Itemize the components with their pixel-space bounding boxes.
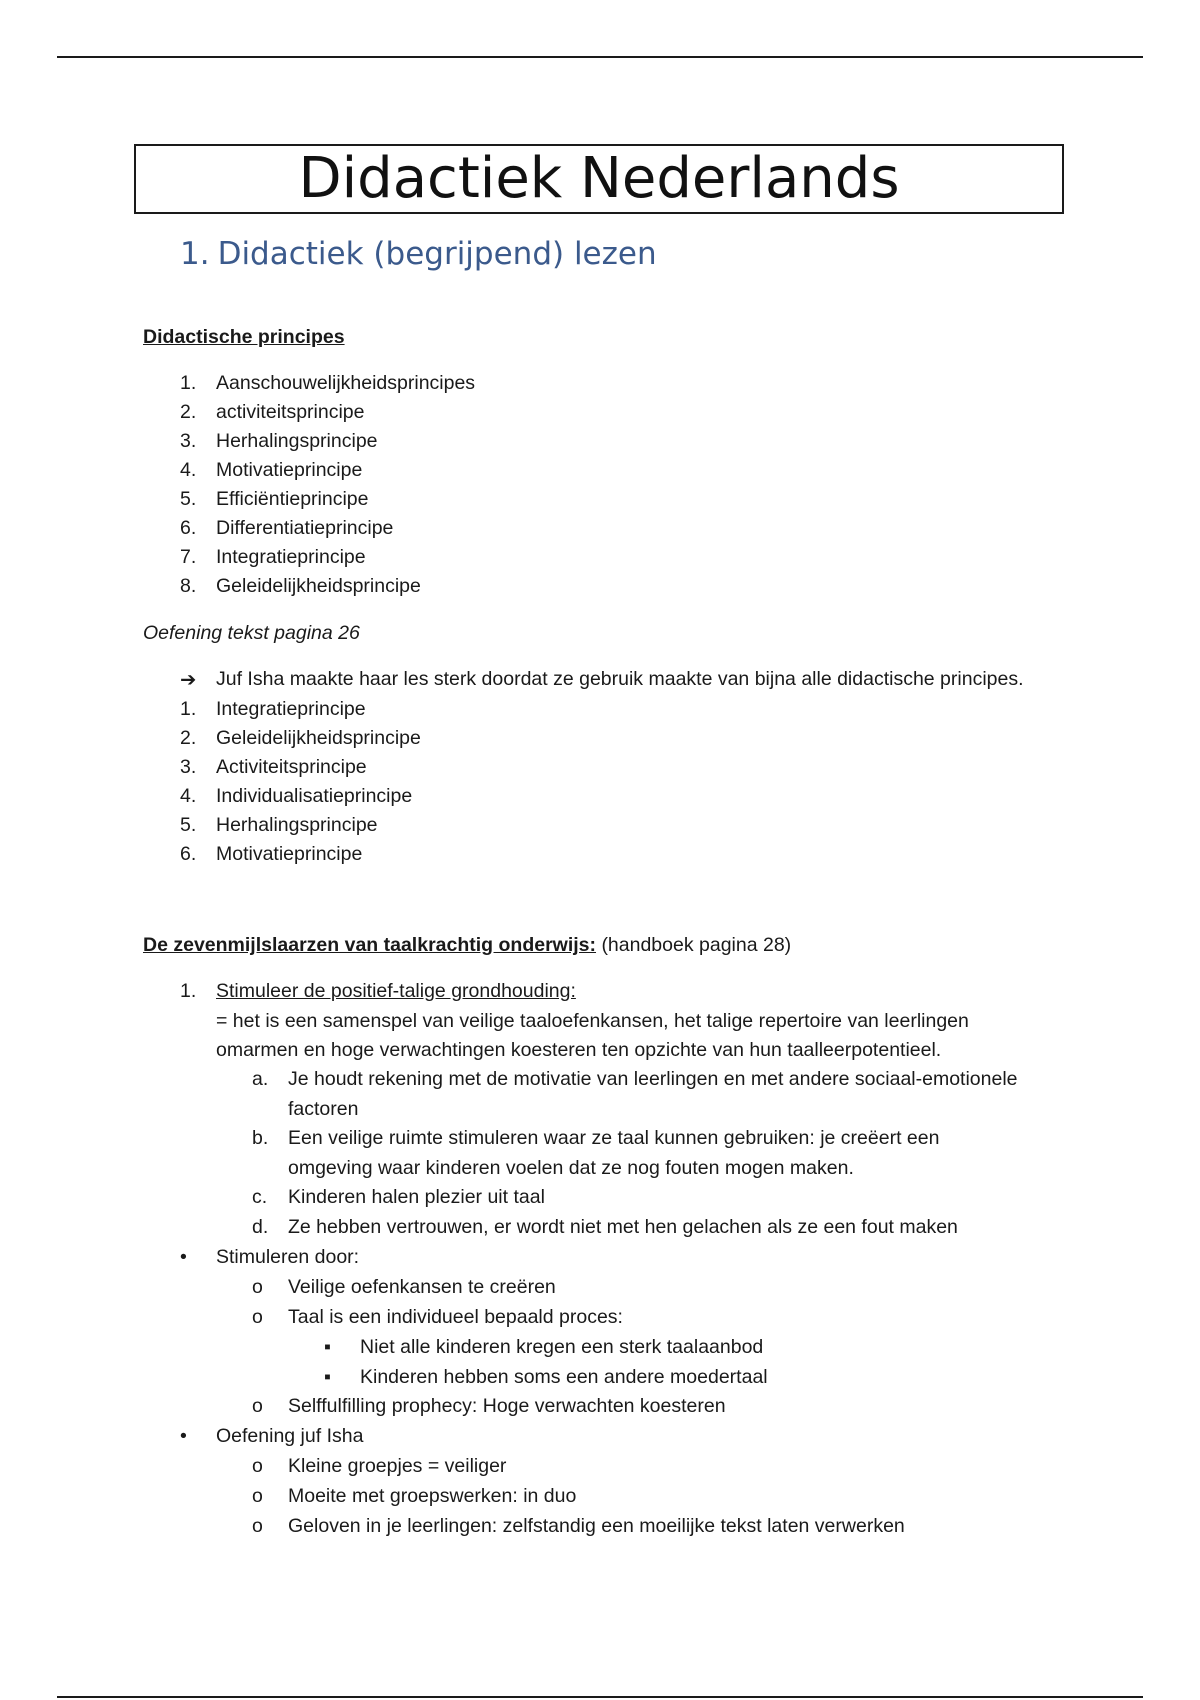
list-number: 8. [180,575,197,597]
list-item-text: Efficiëntieprincipe [216,488,369,510]
sub-d: Ze hebben vertrouwen, er wordt niet met hen gelachen als ze een fout maken [288,1216,958,1238]
list-number: 6. [180,843,197,865]
square-bullet-icon: ▪ [324,1366,331,1388]
bullet2-text: Oefening juf Isha [216,1425,364,1447]
circle-bullet-icon: o [252,1515,263,1537]
list-number: 2. [180,401,197,423]
arrow-icon: ➔ [180,669,197,691]
point1-desc-line1: = het is een samenspel van veilige taaloefenkansen, het talige repertoire van leerlingen [216,1010,969,1032]
letter-marker: a. [252,1068,269,1090]
list-item-text: Individualisatieprincipe [216,785,413,807]
zevenmijl-heading: De zevenmijlslaarzen van taalkrachtig onderwijs: [143,934,597,956]
exercise-label: Oefening tekst pagina 26 [143,622,360,644]
point1-desc-line2: omarmen en hoge verwachtingen koesteren ten opzichte van hun taalleerpotentieel. [216,1039,942,1061]
arrow-text: Juf Isha maakte haar les sterk doordat ze gebruik maakte van bijna alle didactische principes. [216,668,1024,690]
letter-marker: d. [252,1216,269,1238]
circle-bullet-icon: o [252,1455,263,1477]
bottom-rule [57,1696,1143,1698]
list-item-text: Herhalingsprincipe [216,430,378,452]
sub-c: Kinderen halen plezier uit taal [288,1186,545,1208]
sub-b-line1: Een veilige ruimte stimuleren waar ze taal kunnen gebruiken: je creëert een [288,1127,940,1149]
b1-o2-s1: Niet alle kinderen kregen een sterk taalaanbod [360,1336,764,1358]
b2-o2: Moeite met groepswerken: in duo [288,1485,577,1507]
list-item-text: Herhalingsprincipe [216,814,378,836]
top-rule [57,56,1143,58]
b2-o3: Geloven in je leerlingen: zelfstandig een moeilijke tekst laten verwerken [288,1515,905,1537]
bullet-icon: • [180,1425,187,1447]
list-item-text: Differentiatieprincipe [216,517,394,539]
list-number: 5. [180,814,197,836]
list-number: 7. [180,546,197,568]
b2-o1: Kleine groepjes = veiliger [288,1455,507,1477]
circle-bullet-icon: o [252,1485,263,1507]
circle-bullet-icon: o [252,1395,263,1417]
list-number: 3. [180,430,197,452]
list-number: 1. [180,372,197,394]
sub-a-line2: factoren [288,1098,359,1120]
letter-marker: c. [252,1186,268,1208]
list-number: 4. [180,459,197,481]
sub-b-line2: omgeving waar kinderen voelen dat ze nog fouten mogen maken. [288,1157,854,1179]
b1-o1: Veilige oefenkansen te creëren [288,1276,556,1298]
list-number: 1. [180,698,197,720]
list-item-text: Activiteitsprincipe [216,756,367,778]
section-number: 1. [180,236,210,272]
b1-o3: Selffulfilling prophecy: Hoge verwachten koesteren [288,1395,726,1417]
list-item-text: activiteitsprincipe [216,401,365,423]
sub-a-line1: Je houdt rekening met de motivatie van leerlingen en met andere sociaal-emotionele [288,1068,1018,1090]
list-number: 6. [180,517,197,539]
b1-o2: Taal is een individueel bepaald proces: [288,1306,623,1328]
bullet-icon: • [180,1246,187,1268]
section-label: Didactiek (begrijpend) lezen [217,236,657,272]
list-item-text: Motivatieprincipe [216,843,363,865]
list-item-text: Motivatieprincipe [216,459,363,481]
zevenmijl-note: (handboek pagina 28) [601,934,792,956]
document-title: Didactiek Nederlands [134,144,1064,214]
zevenmijl-heading-line [143,934,791,957]
square-bullet-icon: ▪ [324,1336,331,1358]
principles-heading: Didactische principes [143,326,345,348]
letter-marker: b. [252,1127,269,1149]
list-item-text: Geleidelijkheidsprincipe [216,575,421,597]
section-heading [180,236,657,272]
b1-o2-s2: Kinderen hebben soms een andere moedertaal [360,1366,768,1388]
circle-bullet-icon: o [252,1306,263,1328]
list-number: 2. [180,727,197,749]
list-item-text: Aanschouwelijkheidsprincipes [216,372,476,394]
circle-bullet-icon: o [252,1276,263,1298]
point1-title: Stimuleer de positief-talige grondhouding: [216,980,576,1002]
list-item-text: Geleidelijkheidsprincipe [216,727,421,749]
bullet1-text: Stimuleren door: [216,1246,360,1268]
list-number: 4. [180,785,197,807]
list-number: 3. [180,756,197,778]
list-number: 5. [180,488,197,510]
list-item-text: Integratieprincipe [216,546,366,568]
list-item-text: Integratieprincipe [216,698,366,720]
